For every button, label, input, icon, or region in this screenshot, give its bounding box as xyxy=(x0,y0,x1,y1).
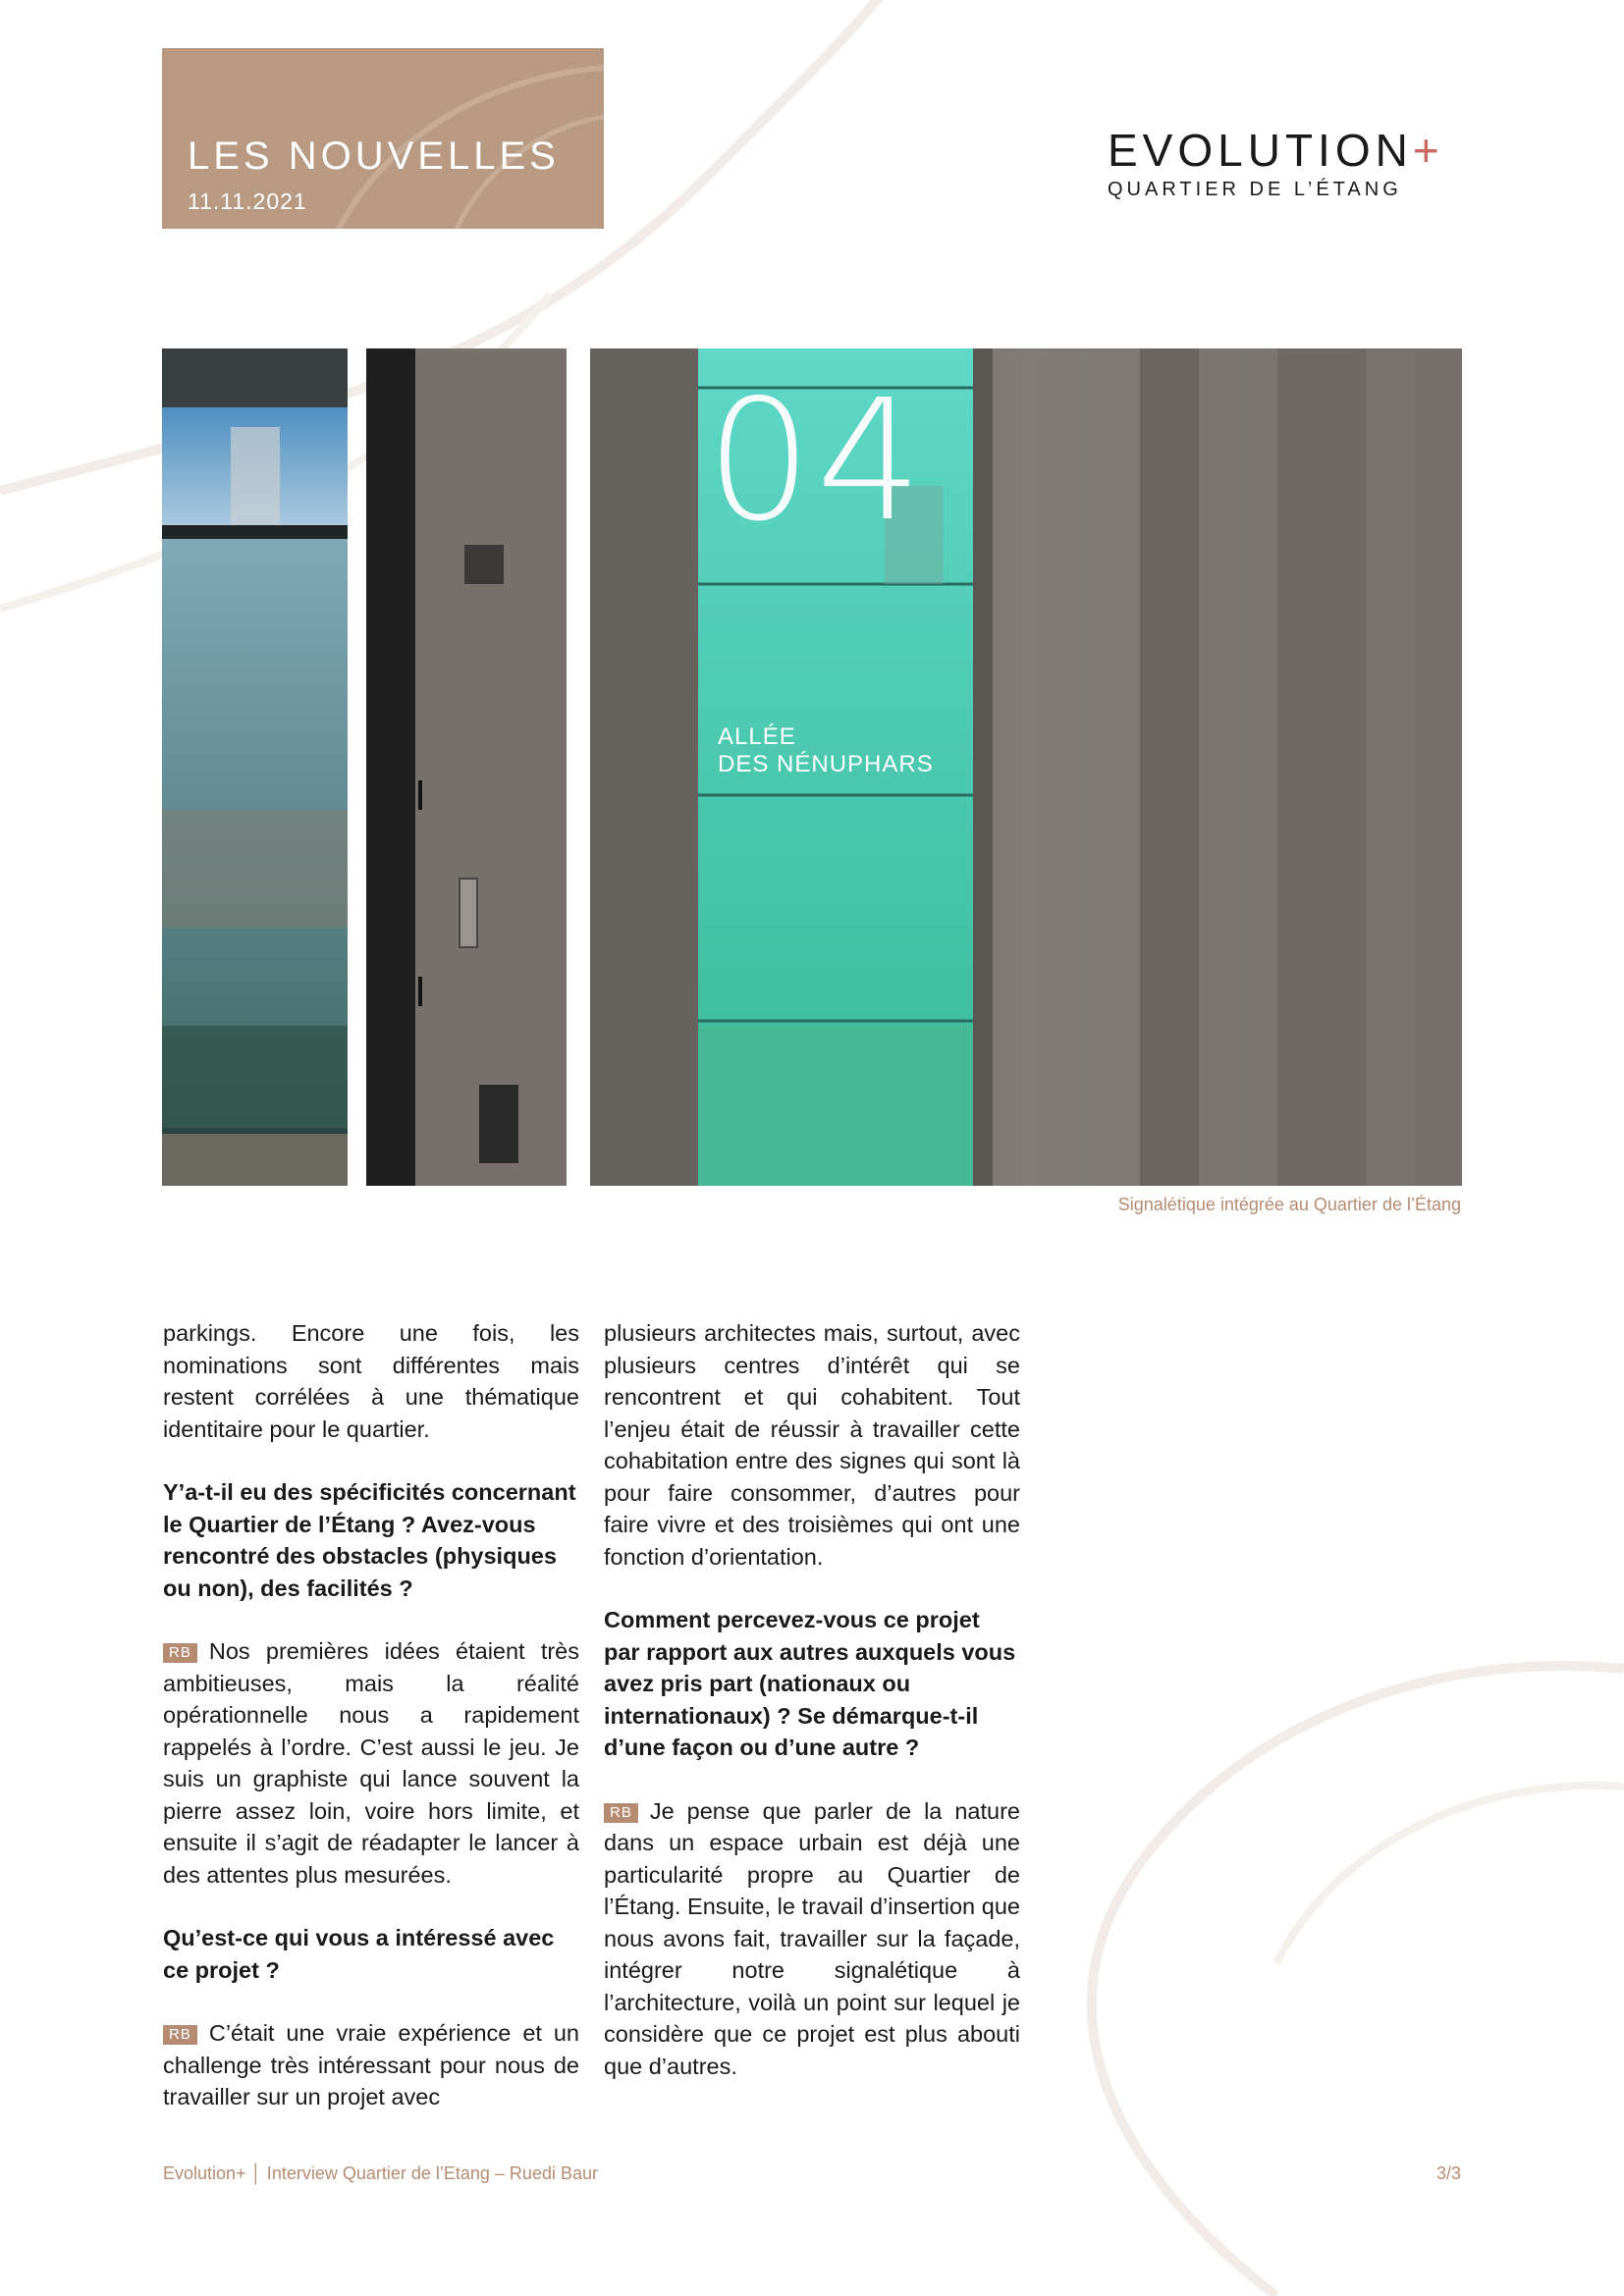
paragraph-continued: plusieurs architectes mais, surtout, avec plusieurs centres d’intérêt qui se rencontrent et qui cohabitent. Tout l’enjeu était de réussir à travailler cette cohabitation entre des signes qui sont là pour faire consommer, d’autres pour faire vivre et des troisièmes qui ont une fonction d’orientation. xyxy=(604,1320,1020,1570)
photo-glass-window xyxy=(162,348,348,1186)
text-column-right xyxy=(604,1317,1020,2113)
speaker-badge: RB xyxy=(163,2025,197,2045)
answer-paragraph: RB Je pense que parler de la nature dans un espace urbain est déjà une particularité propre au Quartier de l’Étang. Ensuite, le travail d’insertion que nous avons fait, travailler sur la façade, intégrer notre signalétique à l’architecture, voilà un point sur lequel je considère que ce projet est plus abouti que d’autres. xyxy=(604,1797,1020,2079)
question-heading: Qu’est-ce qui vous a intéressé avec ce projet ? xyxy=(163,1925,555,1983)
speaker-badge: RB xyxy=(163,1643,197,1663)
answer-paragraph: RB C’était une vraie expérience et un challenge très intéressant pour nous de travailler sur un projet avec xyxy=(163,2020,579,2109)
newsletter-date: 11.11.2021 xyxy=(188,188,307,214)
logo-name: EVOLUTION+ xyxy=(1108,125,1444,176)
evolution-logo xyxy=(1108,125,1461,201)
question-heading: Comment percevez-vous ce projet par rapport aux autres auxquels vous avez pris part (nationaux ou internationaux) ? Se démarque-t-il d’une façon ou d’une autre ? xyxy=(604,1607,1016,1760)
paragraph-continued: parkings. Encore une fois, les nominations sont différentes mais restent corrélées à une thématique identitaire pour le quartier. xyxy=(163,1320,579,1442)
newsletter-title: LES NOUVELLES xyxy=(188,134,560,178)
page-number: 3/3 xyxy=(1435,2163,1461,2183)
logo-subtitle: QUARTIER DE L’ÉTANG xyxy=(1108,179,1402,200)
newsletter-header-box xyxy=(162,48,604,229)
answer-paragraph: RB Nos premières idées étaient très ambitieuses, mais la réalité opérationnelle nous a rapidement rappelés à l’ordre. C’est aussi le jeu. Je suis un graphiste qui lance souvent la pierre assez loin, voire hors limite, et ensuite il s’agit de réadapter le lancer à des attentes plus mesurées. xyxy=(163,1638,579,1888)
question-heading: Y’a-t-il eu des spécificités concernant le Quartier de l’Étang ? Avez-vous rencontré des obstacles (physiques ou non), des facilités ? xyxy=(163,1479,576,1601)
footer-text: Evolution+ │ Interview Quartier de l’Etang – Ruedi Baur xyxy=(163,2163,598,2183)
sign-street-line2: DES NÉNUPHARS xyxy=(718,751,934,777)
sign-number: 04 xyxy=(706,364,927,559)
sign-street-line1: ALLÉE xyxy=(718,723,796,750)
text-column-left xyxy=(163,1317,579,2145)
logo-plus: + xyxy=(1412,125,1444,176)
photo-caption: Signalétique intégrée au Quartier de l’Étang xyxy=(1117,1195,1461,1214)
photo-green-sign-04 xyxy=(590,348,1462,1186)
photo-concrete-wall-door xyxy=(366,348,567,1186)
speaker-badge: RB xyxy=(604,1803,638,1823)
